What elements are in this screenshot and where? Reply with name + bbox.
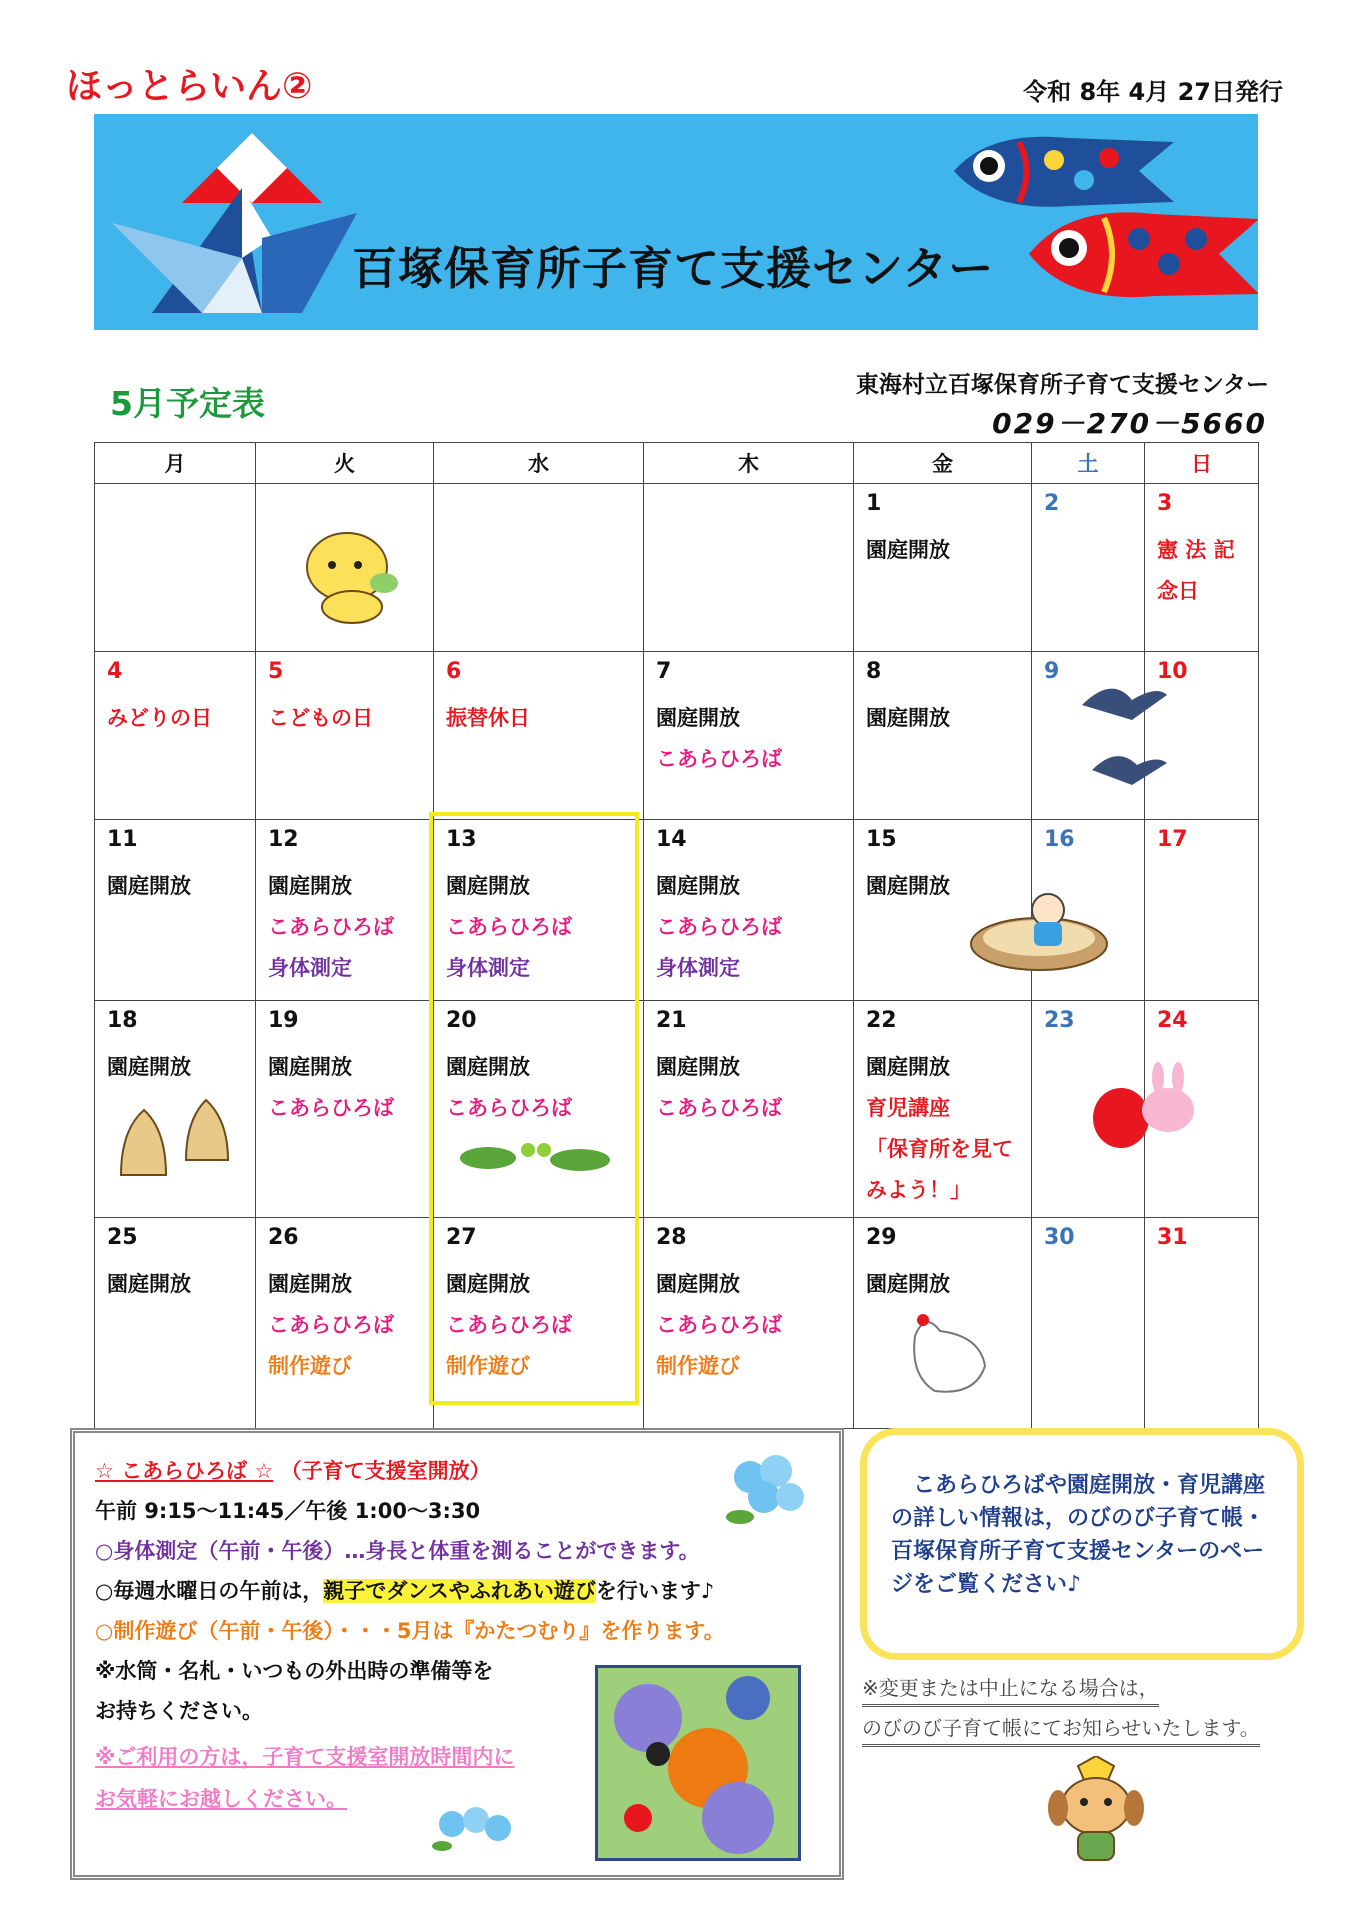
day-number: 7 bbox=[656, 659, 672, 684]
day-number: 11 bbox=[107, 827, 138, 852]
day-event: 園庭開放 bbox=[107, 1272, 191, 1296]
weekday-6: 日 bbox=[1145, 443, 1259, 484]
weekday-2: 水 bbox=[434, 443, 644, 484]
info-wednesday-highlight: 親子でダンスやふれあい遊び bbox=[323, 1579, 596, 1603]
day-number: 1 bbox=[866, 491, 882, 516]
sandbox-child-icon bbox=[968, 882, 1110, 974]
calendar-day-cell bbox=[1145, 1218, 1259, 1429]
day-number: 3 bbox=[1157, 491, 1173, 516]
day-event: 園庭開放 bbox=[656, 874, 740, 898]
day-event: 園庭開放 bbox=[446, 1272, 530, 1296]
weekday-3: 木 bbox=[644, 443, 854, 484]
day-number: 28 bbox=[656, 1225, 687, 1250]
info-wednesday-post: を行います♪ bbox=[595, 1579, 715, 1603]
day-number: 4 bbox=[107, 659, 123, 684]
day-event: 園庭開放 bbox=[866, 538, 950, 562]
day-event: みどりの日 bbox=[107, 706, 212, 730]
info-bring-line1: ※水筒・名札・いつもの外出時の準備等を bbox=[95, 1659, 494, 1683]
day-number: 9 bbox=[1044, 659, 1060, 684]
info-heading: ☆ こあらひろば ☆ bbox=[95, 1459, 274, 1483]
info-box bbox=[70, 1428, 844, 1880]
day-event: 身体測定 bbox=[268, 956, 352, 980]
info-wednesday bbox=[95, 1575, 714, 1605]
day-event: 身体測定 bbox=[446, 956, 530, 980]
day-event: こあらひろば bbox=[446, 915, 572, 939]
day-event: 園庭開放 bbox=[268, 1272, 352, 1296]
day-number: 5 bbox=[268, 659, 284, 684]
day-event: こあらひろば bbox=[656, 1096, 782, 1120]
newsletter-title: ほっとらいん② bbox=[66, 66, 313, 107]
weekday-0: 月 bbox=[95, 443, 256, 484]
info-bring-line2: お持ちください。 bbox=[95, 1699, 263, 1723]
day-number: 12 bbox=[268, 827, 299, 852]
day-number: 10 bbox=[1157, 659, 1188, 684]
calendar-day-cell bbox=[644, 1001, 854, 1218]
day-event: こあらひろば bbox=[268, 1096, 394, 1120]
day-event: 園庭開放 bbox=[866, 1055, 950, 1079]
day-event: こあらひろば bbox=[446, 1096, 572, 1120]
hydrangea-icon bbox=[720, 1447, 815, 1535]
day-event: 園庭開放 bbox=[656, 1272, 740, 1296]
day-number: 2 bbox=[1044, 491, 1060, 516]
snail-craft-photo bbox=[595, 1665, 801, 1861]
day-number: 27 bbox=[446, 1225, 477, 1250]
day-number: 22 bbox=[866, 1008, 897, 1033]
day-number: 19 bbox=[268, 1008, 299, 1033]
day-event: 「保育所を見て bbox=[866, 1137, 1013, 1161]
day-event: 園庭開放 bbox=[268, 874, 352, 898]
edamame-icon bbox=[458, 1134, 618, 1180]
weekday-1: 火 bbox=[256, 443, 434, 484]
calendar-day-cell bbox=[1032, 484, 1145, 652]
info-measure: ○身体測定（午前・午後）…身長と体重を測ることができます。 bbox=[95, 1539, 700, 1563]
day-event: こあらひろば bbox=[656, 1313, 782, 1337]
day-number: 23 bbox=[1044, 1008, 1075, 1033]
day-number: 17 bbox=[1157, 827, 1188, 852]
chicken-icon bbox=[895, 1306, 995, 1406]
change-notice-line2: のびのび子育て帳にてお知らせいたします。 bbox=[862, 1712, 1260, 1747]
koinobori-blue-icon bbox=[949, 130, 1174, 212]
day-event: 念日 bbox=[1157, 579, 1199, 603]
day-event: 園庭開放 bbox=[107, 1055, 191, 1079]
day-number: 20 bbox=[446, 1008, 477, 1033]
bamboo-shoots-icon bbox=[116, 1090, 236, 1180]
day-number: 30 bbox=[1044, 1225, 1075, 1250]
note-text: こあらひろばや園庭開放・育児講座の詳しい情報は，のびのび子育て帳・百塚保育所子育て支援センターのページをご覧ください♪ bbox=[891, 1473, 1266, 1597]
info-notice-line1: ※ご利用の方は，子育て支援室開放時間内に bbox=[95, 1745, 515, 1769]
day-number: 29 bbox=[866, 1225, 897, 1250]
day-number: 8 bbox=[866, 659, 882, 684]
day-number: 25 bbox=[107, 1225, 138, 1250]
center-name: 東海村立百塚保育所子育て支援センター bbox=[855, 372, 1269, 398]
day-number: 21 bbox=[656, 1008, 687, 1033]
calendar-day-cell bbox=[95, 652, 256, 820]
day-event: 制作遊び bbox=[656, 1354, 740, 1378]
calendar-day-cell bbox=[256, 1218, 434, 1429]
strawberry-rabbit-icon bbox=[1086, 1060, 1202, 1155]
day-event: 園庭開放 bbox=[107, 874, 191, 898]
day-number: 18 bbox=[107, 1008, 138, 1033]
info-hours: 午前 9:15～11:45／午後 1:00～3:30 bbox=[95, 1499, 481, 1523]
day-event: 制作遊び bbox=[268, 1354, 352, 1378]
koinobori-red-icon bbox=[1024, 204, 1258, 304]
day-event: 振替休日 bbox=[446, 706, 530, 730]
schedule-title: 5月予定表 bbox=[110, 384, 265, 423]
day-event: こあらひろば bbox=[268, 1313, 394, 1337]
day-event: 園庭開放 bbox=[866, 1272, 950, 1296]
day-event: こどもの日 bbox=[268, 706, 373, 730]
calendar-day-cell bbox=[434, 652, 644, 820]
calendar-day-cell bbox=[256, 652, 434, 820]
day-event: 育児講座 bbox=[866, 1096, 950, 1120]
calendar-day-cell bbox=[1145, 484, 1259, 652]
banner bbox=[94, 114, 1258, 330]
day-event: みよう！」 bbox=[866, 1178, 971, 1202]
day-event: こあらひろば bbox=[656, 915, 782, 939]
calendar-day-cell bbox=[256, 820, 434, 1001]
calendar-day-cell bbox=[95, 820, 256, 1001]
day-event: 園庭開放 bbox=[656, 1055, 740, 1079]
calendar-day-cell bbox=[854, 1001, 1032, 1218]
calendar-day-cell bbox=[644, 652, 854, 820]
calendar-day-cell bbox=[256, 1001, 434, 1218]
tiger-cub-icon bbox=[292, 525, 412, 625]
calendar-day-cell bbox=[434, 484, 644, 652]
day-event: 園庭開放 bbox=[268, 1055, 352, 1079]
day-event: こあらひろば bbox=[268, 915, 394, 939]
calendar-day-cell bbox=[644, 484, 854, 652]
dog-samurai-icon bbox=[1038, 1756, 1154, 1866]
info-craft: ○制作遊び（午前・午後）・・・5月は『かたつむり』を作ります。 bbox=[95, 1619, 725, 1643]
day-number: 16 bbox=[1044, 827, 1075, 852]
calendar-day-cell bbox=[95, 484, 256, 652]
day-event: こあらひろば bbox=[656, 747, 782, 771]
center-phone: 029－270－5660 bbox=[992, 407, 1267, 440]
calendar-day-cell bbox=[1032, 1218, 1145, 1429]
calendar-week bbox=[95, 484, 1259, 652]
info-notice-line2: お気軽にお越しください。 bbox=[95, 1787, 347, 1811]
day-event: 園庭開放 bbox=[446, 874, 530, 898]
swallows-icon bbox=[1072, 675, 1172, 800]
day-event: 園庭開放 bbox=[446, 1055, 530, 1079]
day-event: こあらひろば bbox=[446, 1313, 572, 1337]
calendar-day-cell bbox=[1145, 820, 1259, 1001]
day-event: 園庭開放 bbox=[866, 874, 950, 898]
day-event: 園庭開放 bbox=[866, 706, 950, 730]
calendar-day-cell bbox=[95, 1218, 256, 1429]
note-box bbox=[860, 1428, 1304, 1660]
highlight-box bbox=[429, 812, 639, 1405]
calendar-day-cell bbox=[644, 1218, 854, 1429]
day-number: 13 bbox=[446, 827, 477, 852]
day-number: 26 bbox=[268, 1225, 299, 1250]
day-number: 24 bbox=[1157, 1008, 1188, 1033]
weekday-header-row bbox=[95, 443, 1259, 484]
weekday-4: 金 bbox=[854, 443, 1032, 484]
calendar-day-cell bbox=[644, 820, 854, 1001]
day-event: 制作遊び bbox=[446, 1354, 530, 1378]
issue-date: 令和 8年 4月 27日発行 bbox=[1023, 78, 1283, 106]
day-number: 31 bbox=[1157, 1225, 1188, 1250]
day-event: 身体測定 bbox=[656, 956, 740, 980]
day-number: 6 bbox=[446, 659, 462, 684]
origami-crane-icon bbox=[112, 128, 362, 318]
calendar-week bbox=[95, 1218, 1259, 1429]
change-notice-line1: ※変更または中止になる場合は， bbox=[862, 1672, 1159, 1707]
calendar-day-cell bbox=[854, 652, 1032, 820]
calendar-week bbox=[95, 1001, 1259, 1218]
day-number: 14 bbox=[656, 827, 687, 852]
info-heading-sub: （子育て支援室開放） bbox=[280, 1459, 491, 1483]
day-event: 園庭開放 bbox=[656, 706, 740, 730]
day-number: 15 bbox=[866, 827, 897, 852]
banner-title: 百塚保育所子育て支援センター bbox=[352, 242, 995, 295]
day-event: 憲 法 記 bbox=[1157, 538, 1235, 562]
weekday-5: 土 bbox=[1032, 443, 1145, 484]
calendar-day-cell bbox=[854, 484, 1032, 652]
hydrangea-small-icon bbox=[430, 1798, 520, 1858]
info-wednesday-pre: ○毎週水曜日の午前は， bbox=[95, 1579, 324, 1603]
